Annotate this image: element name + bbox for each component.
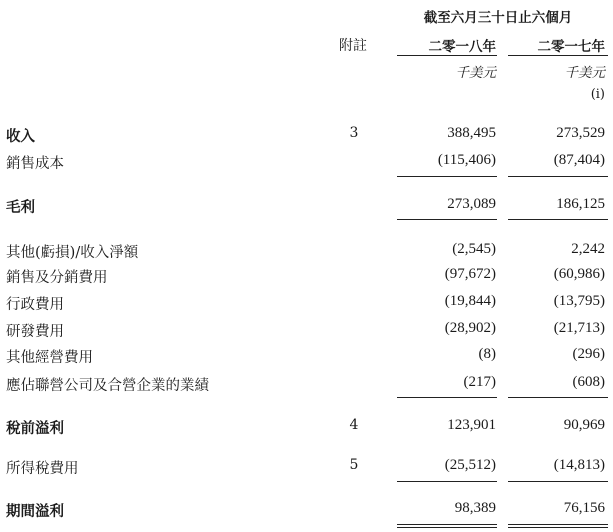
- gross-profit-rule-2017: [508, 219, 608, 220]
- row-label-income-tax: 所得稅費用: [6, 461, 79, 477]
- row-value-2017-other-operating: (296): [572, 346, 605, 362]
- row-label-other-net: 其他(虧損)/收入淨額: [6, 245, 139, 261]
- row-label-revenue: 收入: [6, 128, 35, 145]
- row-label-selling-distribution: 銷售及分銷費用: [6, 270, 108, 286]
- row-value-2017-gross-profit: 186,125: [556, 196, 605, 212]
- period-title: 截至六月三十日止六個月: [423, 10, 573, 26]
- row-value-2018-administrative: (19,844): [444, 293, 496, 309]
- row-value-2018-profit-for-period: 98,389: [454, 500, 496, 516]
- row-value-2018-research-development: (28,902): [444, 320, 496, 336]
- pretax-rule-2018: [397, 397, 497, 398]
- double-rule-top-2018: [397, 524, 497, 525]
- period-profit-rule-2018: [397, 481, 497, 482]
- column-2018-header-rule: [397, 55, 497, 56]
- row-label-administrative: 行政費用: [6, 297, 64, 313]
- row-value-2018-other-net: (2,545): [452, 241, 496, 257]
- column-2018-unit: 千美元: [455, 65, 496, 81]
- row-label-profit-for-period: 期間溢利: [6, 503, 64, 520]
- row-value-2018-other-operating: (8): [478, 346, 496, 362]
- row-value-2018-income-tax: (25,512): [444, 457, 496, 473]
- row-value-2017-selling-distribution: (60,986): [553, 266, 605, 282]
- column-2017-header-rule: [508, 55, 608, 56]
- row-label-gross-profit: 毛利: [6, 199, 35, 216]
- row-value-2018-cost-of-sales: (115,406): [437, 152, 496, 168]
- gross-profit-rule-2018: [397, 219, 497, 220]
- period-profit-rule-2017: [508, 481, 608, 482]
- double-rule-bottom-2018: [397, 527, 497, 528]
- row-label-other-operating: 其他經營費用: [6, 350, 93, 366]
- row-value-2017-other-net: 2,242: [571, 241, 605, 257]
- column-2017-header: 二零一七年: [537, 39, 605, 55]
- column-2017-footnote-ref: (i): [590, 87, 605, 102]
- row-value-2017-share-of-results: (608): [572, 374, 605, 390]
- column-2018-header: 二零一八年: [428, 39, 496, 55]
- row-value-2018-revenue: 388,495: [447, 125, 496, 141]
- row-value-2017-administrative: (13,795): [553, 293, 605, 309]
- row-label-cost-of-sales: 銷售成本: [6, 156, 64, 172]
- note-column-header: 附註: [339, 38, 367, 54]
- row-value-2018-profit-before-tax: 123,901: [447, 417, 496, 433]
- pretax-rule-2017: [508, 397, 608, 398]
- row-note-profit-before-tax: 4: [349, 417, 359, 433]
- row-value-2018-gross-profit: 273,089: [447, 196, 496, 212]
- column-2017-unit: 千美元: [564, 65, 605, 81]
- row-value-2017-cost-of-sales: (87,404): [553, 152, 605, 168]
- row-label-share-of-results: 應佔聯營公司及合營企業的業績: [6, 378, 209, 394]
- row-value-2017-profit-for-period: 76,156: [563, 500, 605, 516]
- row-note-income-tax: 5: [349, 457, 359, 473]
- row-label-research-development: 研發費用: [6, 324, 64, 340]
- row-value-2017-revenue: 273,529: [556, 125, 605, 141]
- row-value-2018-share-of-results: (217): [463, 374, 496, 390]
- subtotal-rule-2017: [508, 176, 608, 177]
- row-value-2017-profit-before-tax: 90,969: [563, 417, 605, 433]
- double-rule-top-2017: [508, 524, 608, 525]
- row-label-profit-before-tax: 稅前溢利: [6, 420, 64, 437]
- double-rule-bottom-2017: [508, 527, 608, 528]
- row-note-revenue: 3: [349, 125, 359, 141]
- row-value-2018-selling-distribution: (97,672): [444, 266, 496, 282]
- row-value-2017-research-development: (21,713): [553, 320, 605, 336]
- row-value-2017-income-tax: (14,813): [553, 457, 605, 473]
- subtotal-rule-2018: [397, 176, 497, 177]
